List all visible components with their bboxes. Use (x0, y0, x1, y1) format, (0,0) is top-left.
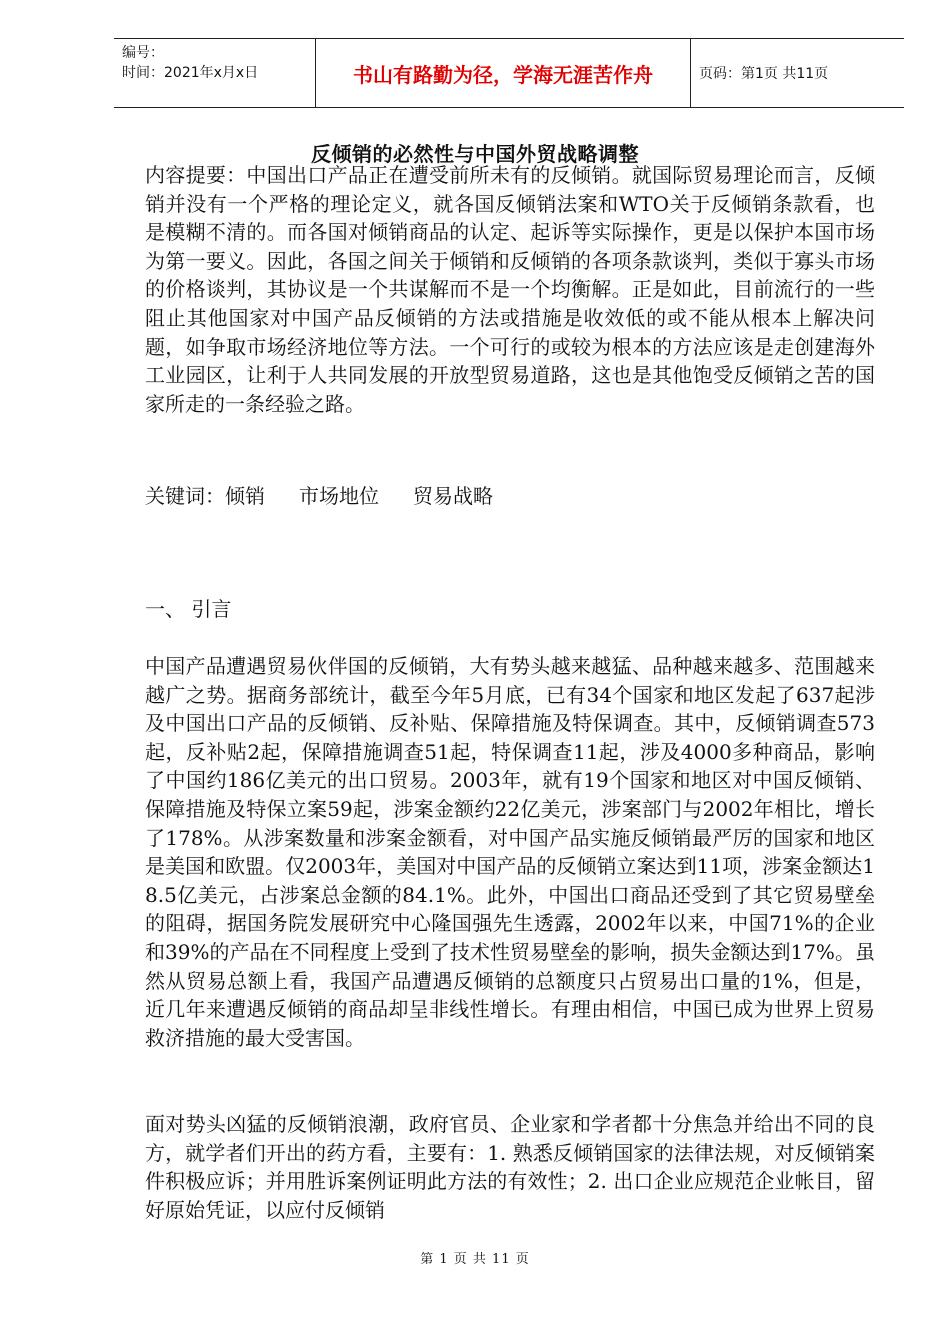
page-footer: 第 1 页 共 11 页 (420, 1252, 530, 1267)
body-paragraph: 中国产品遭遇贸易伙伴国的反倾销，大有势头越来越猛、品种越来越多、范围越来越广之势。据商务部统计，截至今年5月底，已有34个国家和地区发起了637起涉及中国出口产品的反倾销、反补贴、保障措施及特保调查。其中，反倾销调查573起，反补贴2起，保障措施调查51起，特保调查11起，涉及4000多种商品，影响了中国约186亿美元的出口贸易。2003年，就有19个国家和地区对中国反倾销、保障措施及特保立案59起，涉案金额约22亿美元，涉案部门与2002年相比，增长了178%。从涉案数量和涉案金额看，对中国产品实施反倾销最严厉的国家和地区是美国和欧盟。仅2003年，美国对中国产品的反倾销立案达到11项，涉案金额达18.5亿美元，占涉案总金额的84.1%。此外，中国出口商品还受到了其它贸易壁垒的阻碍，据国务院发展研究中心隆国强先生透露，2002年以来，中国71%的企业和39%的产品在不同程度上受到了技术性贸易壁垒的影响，损失金额达到17%。虽然从贸易总额上看，我国产品遭遇反倾销的总额度只占贸易出口量的1%，但是，近几年来遭遇反倾销的商品却呈非线性增长。有理由相信，中国已成为世界上贸易救济措施的最大受害国。 (145, 654, 875, 1050)
keyword-item: 贸易战略 (413, 484, 493, 508)
section-heading: 一、 引言 (145, 597, 232, 621)
header-motto: 书山有路勤为径，学海无涯苦作舟 (316, 39, 691, 107)
header-meta (114, 39, 316, 107)
document-title: 反倾销的必然性与中国外贸战略调整 (311, 142, 639, 166)
time-label: 时间：2021年x月x日 (122, 65, 259, 81)
keywords-line (145, 482, 875, 511)
page-header (114, 38, 904, 108)
keywords-label: 关键词：倾销 (145, 484, 265, 508)
body-paragraph: 面对势头凶猛的反倾销浪潮，政府官员、企业家和学者都十分焦急并给出不同的良方，就学者们开出的药方看，主要有：1. 熟悉反倾销国家的法律法规，对反倾销案件积极应诉；并用胜诉案例证明此方法的有效性；2. 出口企业应规范企业帐目，留好原始凭证，以应付反倾销 (145, 1112, 875, 1222)
number-label: 编号： (122, 45, 164, 61)
keyword-item: 市场地位 (299, 484, 379, 508)
abstract-paragraph: 内容提要：中国出口产品正在遭受前所未有的反倾销。就国际贸易理论而言，反倾销并没有一个严格的理论定义，就各国反倾销法案和WTO关于反倾销条款看，也是模糊不清的。而各国对倾销商品的认定、起诉等实际操作，更是以保护本国市场为第一要义。因此，各国之间关于倾销和反倾销的各项条款谈判，类似于寡头市场的价格谈判，其协议是一个共谋解而不是一个均衡解。正是如此，目前流行的一些阻止其他国家对中国产品反倾销的方法或措施是收效低的或不能从根本上解决问题，如争取市场经济地位等方法。一个可行的或较为根本的方法应该是走创建海外工业园区，让利于人共同发展的开放型贸易道路，这也是其他饱受反倾销之苦的国家所走的一条经验之路。 (145, 163, 875, 416)
header-page-info: 页码：第1页 共11页 (699, 66, 829, 82)
